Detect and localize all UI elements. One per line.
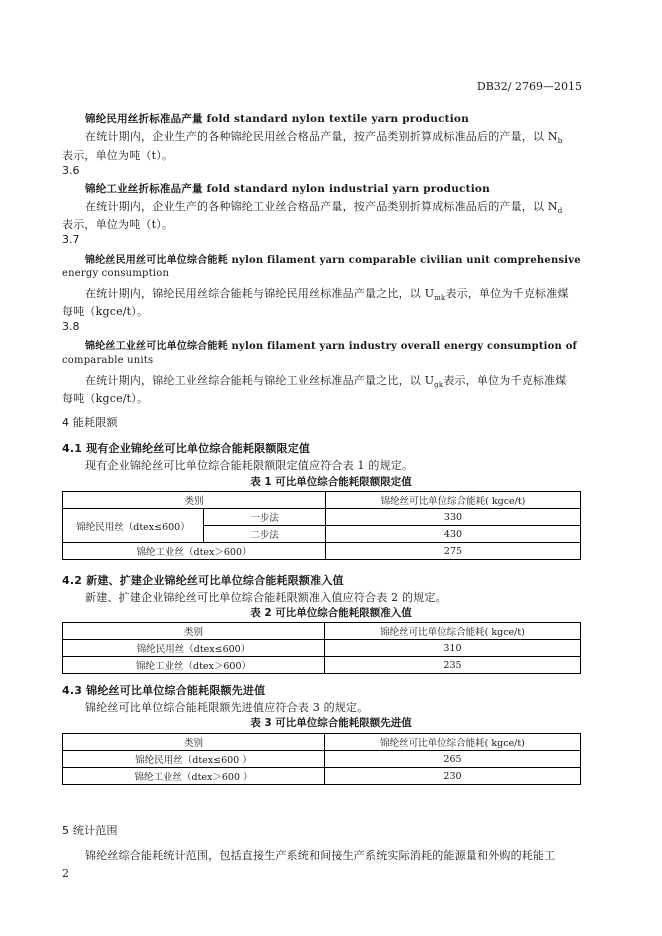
row-label: 锦纶民用丝（dtex≤600） bbox=[63, 509, 204, 543]
subsection-heading-4-1: 4.1 现有企业锦纶丝可比单位综合能耗限额限定值 bbox=[62, 442, 311, 455]
text-4-1: 现有企业锦纶丝可比单位综合能耗限额限定值应符合表 1 的规定。 bbox=[85, 459, 414, 472]
clause-num-3-7: 3.7 bbox=[62, 233, 80, 246]
header-category: 类别 bbox=[63, 734, 325, 751]
table-header-row bbox=[63, 492, 581, 509]
doc-number: DB32/ 2769—2015 bbox=[476, 80, 582, 93]
row-value: 330 bbox=[326, 509, 581, 526]
table-2 bbox=[62, 622, 581, 674]
subsection-heading-4-3: 4.3 锦纶丝可比单位综合能耗限额先进值 bbox=[62, 684, 266, 697]
header-energy: 锦纶丝可比单位综合能耗( kgce/t) bbox=[325, 623, 581, 640]
table-3 bbox=[62, 733, 581, 785]
table-row bbox=[63, 768, 581, 785]
term-3-6: 锦纶工业丝折标准品产量 fold standard nylon industrial yarn production bbox=[85, 183, 490, 195]
row-label: 锦纶工业丝（dtex＞600 ） bbox=[63, 768, 325, 785]
def-3-6-line1: 在统计期内，企业生产的各种锦纶工业丝合格品产量，按产品类别折算成标准品后的产量，以 $N_d$ bbox=[85, 200, 563, 216]
header-category: 类别 bbox=[63, 492, 326, 509]
term-3-8-line1: 锦纶丝工业丝可比单位综合能耗 nylon filament yarn industry overall energy consumption of bbox=[85, 341, 578, 352]
row-value: 310 bbox=[325, 640, 581, 657]
def-3-8-line2: 每吨（kgce/t）。 bbox=[62, 392, 149, 405]
clause-num-3-8: 3.8 bbox=[62, 320, 80, 333]
table-1 bbox=[62, 491, 581, 560]
text-4-3: 锦纶丝可比单位综合能耗限额先进值应符合表 3 的规定。 bbox=[85, 701, 369, 714]
def-3-7-line2: 每吨（kgce/t）。 bbox=[62, 305, 149, 318]
row-value: 230 bbox=[325, 768, 581, 785]
term-3-7-line1: 锦纶丝民用丝可比单位综合能耗 nylon filament yarn comparable civilian unit comprehensive bbox=[85, 255, 581, 266]
table-header-row bbox=[63, 623, 581, 640]
table-2-caption: 表 2 可比单位综合能耗限额准入值 bbox=[250, 607, 412, 619]
header-energy: 锦纶丝可比单位综合能耗( kgce/t) bbox=[326, 492, 581, 509]
row-label: 锦纶民用丝（dtex≤600 ） bbox=[63, 751, 325, 768]
table-row bbox=[63, 751, 581, 768]
row-value: 275 bbox=[326, 543, 581, 560]
table-row bbox=[63, 543, 581, 560]
row-method: 二步法 bbox=[204, 526, 326, 543]
def-3-6-line2: 表示，单位为吨（t）。 bbox=[62, 218, 174, 231]
text-4-2: 新建、扩建企业锦纶丝可比单位综合能耗限额准入值应符合表 2 的规定。 bbox=[85, 591, 447, 604]
table-row bbox=[63, 640, 581, 657]
row-label: 锦纶工业丝（dtex＞600） bbox=[63, 543, 326, 560]
def-3-5-line1: 在统计期内，企业生产的各种锦纶民用丝合格品产量，按产品类别折算成标准品后的产量，以 $N_b$ bbox=[85, 130, 563, 146]
table-row bbox=[63, 509, 581, 526]
row-value: 430 bbox=[326, 526, 581, 543]
header-energy: 锦纶丝可比单位综合能耗( kgce/t) bbox=[325, 734, 581, 751]
header-category: 类别 bbox=[63, 623, 325, 640]
table-3-caption: 表 3 可比单位综合能耗限额先进值 bbox=[250, 717, 412, 729]
table-row bbox=[63, 657, 581, 674]
row-label: 锦纶民用丝（dtex≤600） bbox=[63, 640, 325, 657]
page-number: 2 bbox=[62, 867, 69, 880]
subsection-heading-4-2: 4.2 新建、扩建企业锦纶丝可比单位综合能耗限额准入值 bbox=[62, 574, 344, 587]
def-3-7-line1: 在统计期内，锦纶民用丝综合能耗与锦纶民用丝标准品产量之比，以 $U_{mk}$表示，单位为千克标准煤 bbox=[85, 287, 569, 303]
term-3-7-line2: energy consumption bbox=[62, 268, 170, 279]
row-value: 265 bbox=[325, 751, 581, 768]
term-3-8-line2: comparable units bbox=[62, 355, 154, 366]
def-3-8-line1: 在统计期内，锦纶工业丝综合能耗与锦纶工业丝标准品产量之比，以 $U_{gk}$表示，单位为千克标准煤 bbox=[85, 374, 567, 390]
section-heading-4: 4 能耗限额 bbox=[62, 416, 118, 429]
table-header-row bbox=[63, 734, 581, 751]
row-method: 一步法 bbox=[204, 509, 326, 526]
row-label: 锦纶工业丝（dtex＞600） bbox=[63, 657, 325, 674]
term-3-5: 锦纶民用丝折标准品产量 fold standard nylon textile yarn production bbox=[85, 113, 469, 125]
text-5: 锦纶丝综合能耗统计范围，包括直接生产系统和间接生产系统实际消耗的能源量和外购的耗能工 bbox=[85, 849, 556, 862]
table-1-caption: 表 1 可比单位综合能耗限额限定值 bbox=[250, 476, 412, 488]
row-value: 235 bbox=[325, 657, 581, 674]
clause-num-3-6: 3.6 bbox=[62, 164, 80, 177]
def-3-5-line2: 表示，单位为吨（t）。 bbox=[62, 149, 174, 162]
section-heading-5: 5 统计范围 bbox=[62, 824, 118, 837]
